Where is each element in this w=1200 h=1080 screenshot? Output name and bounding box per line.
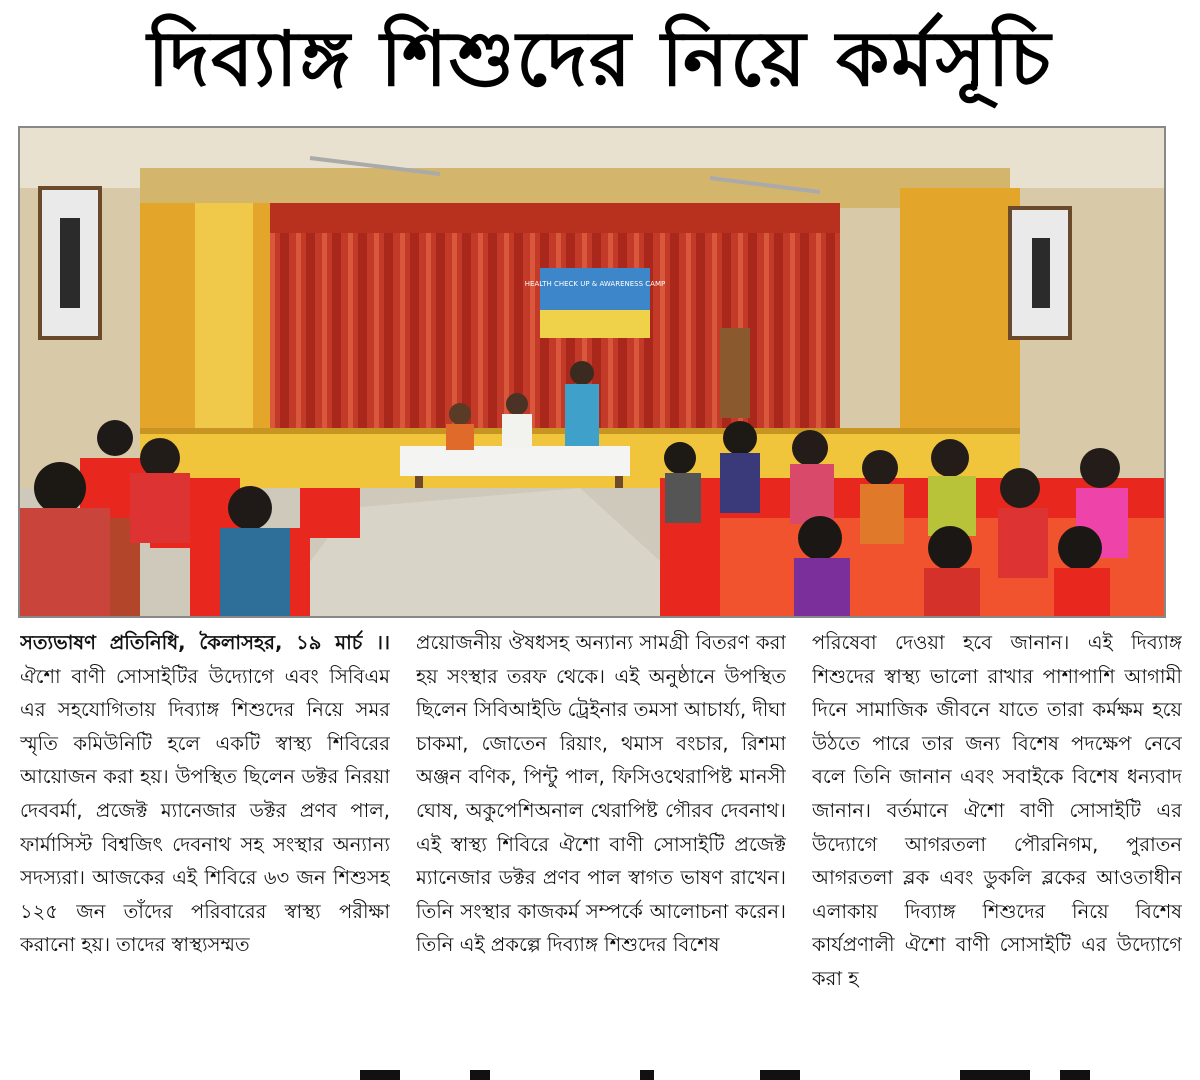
article-text-3: পরিষেবা দেওয়া হবে জানান। এই দিব্যাঙ্গ শিশুদের স্বাস্থ্য ভালো রাখার পাশাপাশি আগামী দিনে সামাজিক জীবনে যাতে তারা কর্মক্ষম হয়ে উঠতে পারে তার জন্য বিশেষ পদক্ষেপ নেবে বলে তিনি জানান এবং সবাইকে বিশেষ ধন্যবাদ জানান। বর্তমানে ঐশো বাণী সোসাইটি এর উদ্যোগে আগরতলা পৌরনিগম, পুরাতন আগরতলা ব্লক এবং ডুকলি ব্লকের আওতাধীন এলাকায় দিব্যাঙ্গ শিশুদের নিয়ে বিশেষ কার্যপ্রণালী ঐশো বাণী সোসাইটি এর উদ্যোগে করা হ [812, 631, 1182, 990]
article-text-1: ঐশো বাণী সোসাইটির উদ্যোগে এবং সিবিএম এর সহযোগিতায় দিব্যাঙ্গ শিশুদের নিয়ে সমর স্মৃতি কমিউনিটি হলে একটি স্বাস্থ্য শিবিরের আয়োজন করা হয়। উপস্থিত ছিলেন ডক্টর নিরয়া দেববর্মা, প্রজেক্ট ম্যানেজার ডক্টর প্রণব পাল, ফার্মাসিস্ট বিশ্বজিৎ দেবনাথ সহ সংস্থার অন্যান্য সদস্যরা। আজকের এই শিবিরে ৬৩ জন শিশুসহ ১২৫ জন তাঁদের পরিবারের স্বাস্থ্য পরীক্ষা করানো হয়। তাদের স্বাস্থ্যসম্মত [20, 664, 390, 957]
headline: দিব্যাঙ্গ শিশুদের নিয়ে কর্মসূচি [147, 13, 1053, 103]
next-article-fragment [0, 1066, 1200, 1080]
article-column-2 [416, 626, 786, 1064]
article-column-1 [20, 626, 390, 1064]
dateline: সত্যভাষণ প্রতিনিধি, কৈলাসহর, ১৯ মার্চ ।। [20, 631, 390, 654]
article-column-3 [812, 626, 1182, 1064]
news-photo [18, 126, 1166, 618]
article-text-2: প্রয়োজনীয় ঔষধসহ অন্যান্য সামগ্রী বিতরণ করা হয় সংস্থার তরফ থেকে। এই অনুষ্ঠানে উপস্থিত ছিলেন সিবিআইডি ট্রেইনার তমসা আচার্য্য, দীঘা চাকমা, জোতেন রিয়াং, থমাস বংচার, রিশমা অঞ্জন বণিক, পিন্টু পাল, ফিসিওথেরাপিষ্ট মানসী ঘোষ, অকুপেশিঅনাল থেরাপিষ্ট গৌরব দেবনাথ। এই স্বাস্থ্য শিবিরে ঐশো বাণী সোসাইটি প্রজেক্ট ম্যানেজার ডক্টর প্রণব পাল স্বাগত ভাষণ রাখেন। তিনি সংস্থার কাজকর্ম সম্পর্কে আলোচনা করেন। তিনি এই প্রকল্পে দিব্যাঙ্গ শিশুদের বিশেষ [416, 631, 786, 957]
photo-illustration [20, 128, 1164, 616]
banner-text: HEALTH CHECK UP & AWARENESS CAMP [524, 280, 666, 288]
article-body [20, 626, 1182, 1064]
